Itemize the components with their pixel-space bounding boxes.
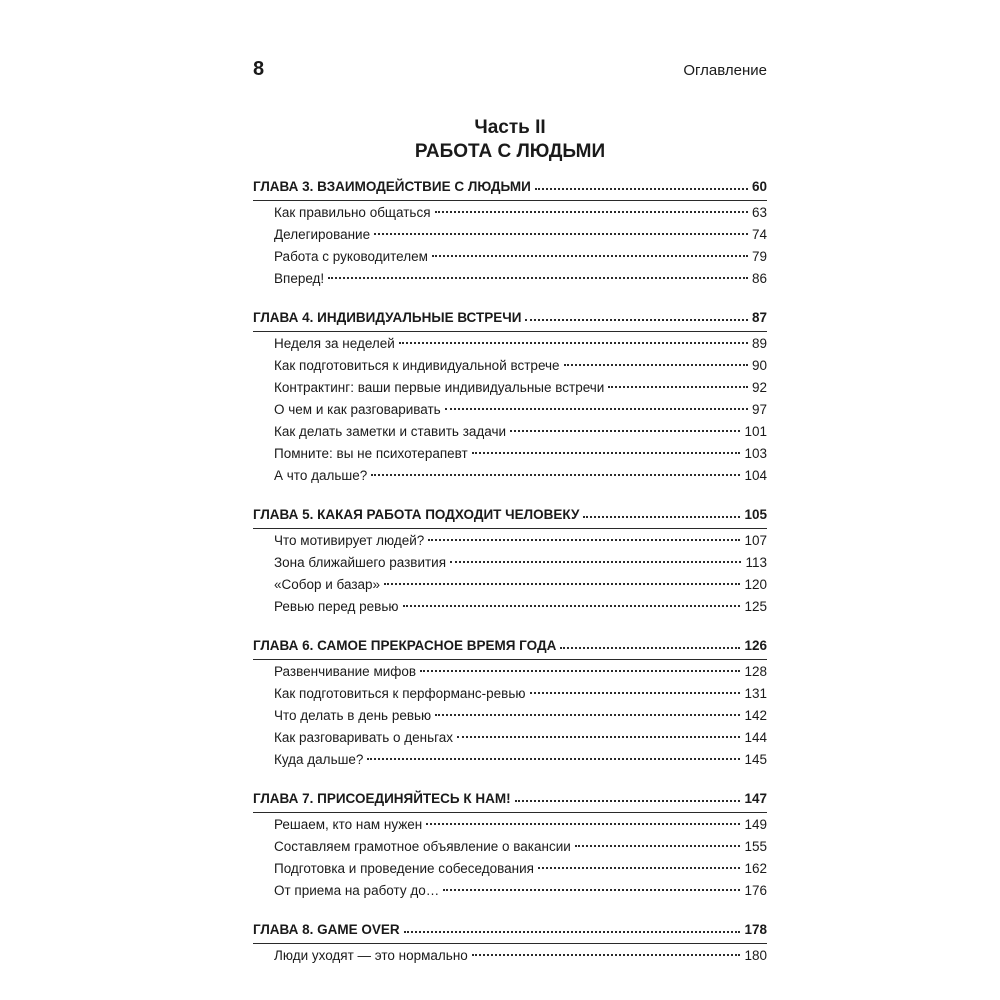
toc-section-entry-title: Подготовка и проведение собеседования bbox=[274, 861, 534, 876]
dot-leader bbox=[374, 233, 748, 235]
toc-chapter-entry-title: ГЛАВА 4. ИНДИВИДУАЛЬНЫЕ ВСТРЕЧИ bbox=[253, 309, 522, 325]
toc-section-entry bbox=[253, 358, 767, 380]
toc-chapter-entry bbox=[253, 915, 767, 943]
toc-section-entry-page: 180 bbox=[744, 948, 767, 963]
toc-section-entry-page: 92 bbox=[751, 380, 767, 395]
toc-section-entry-page: 107 bbox=[744, 533, 767, 548]
toc-section-entry bbox=[253, 708, 767, 730]
toc-section-entry-title: О чем и как разговаривать bbox=[274, 402, 441, 417]
toc-chapter bbox=[253, 303, 767, 490]
dot-leader bbox=[445, 408, 748, 410]
chapter-rule bbox=[253, 943, 767, 944]
chapter-rule bbox=[253, 331, 767, 332]
toc-section-entry bbox=[253, 752, 767, 774]
toc-chapter bbox=[253, 500, 767, 621]
dot-leader bbox=[575, 845, 741, 847]
dot-leader bbox=[510, 430, 740, 432]
dot-leader bbox=[525, 319, 748, 321]
dot-leader bbox=[403, 605, 741, 607]
toc-section-entry-title: Развенчивание мифов bbox=[274, 664, 417, 679]
part-heading bbox=[253, 116, 767, 164]
toc-chapter-entry-page: 178 bbox=[744, 921, 767, 937]
toc-chapter-entry bbox=[253, 500, 767, 528]
toc-section-entry-page: 89 bbox=[751, 336, 767, 351]
toc-section-entry bbox=[253, 730, 767, 752]
toc-chapter-entry bbox=[253, 784, 767, 812]
toc-section-entry bbox=[253, 817, 767, 839]
toc-section-entry bbox=[253, 468, 767, 490]
toc-section-entry bbox=[253, 948, 767, 970]
toc-section-entry-title: «Собор и базар» bbox=[274, 577, 381, 592]
toc-section-entry-title: Работа с руководителем bbox=[274, 249, 428, 264]
dot-leader bbox=[530, 692, 741, 694]
toc-section-entry-page: 131 bbox=[744, 686, 767, 701]
toc-section-entry-title: Что делать в день ревью bbox=[274, 708, 432, 723]
toc-section-entry-page: 142 bbox=[744, 708, 767, 723]
table-of-contents bbox=[253, 172, 767, 980]
toc-section-entry-page: 86 bbox=[751, 271, 767, 286]
toc-section-entry bbox=[253, 883, 767, 905]
dot-leader bbox=[564, 364, 748, 366]
toc-section-entry-title: Помните: вы не психотерапевт bbox=[274, 446, 468, 461]
running-head: Оглавление bbox=[683, 62, 767, 79]
toc-chapter-entry-page: 105 bbox=[744, 506, 767, 522]
dot-leader bbox=[432, 255, 748, 257]
toc-section-entry-page: 101 bbox=[744, 424, 767, 439]
toc-section-entry-title: Контрактинг: ваши первые индивидуальные встречи bbox=[274, 380, 605, 395]
toc-section-entry-page: 97 bbox=[751, 402, 767, 417]
toc-section-entry bbox=[253, 380, 767, 402]
toc-section-entry-page: 104 bbox=[744, 468, 767, 483]
toc-chapter-entry-title: ГЛАВА 5. КАКАЯ РАБОТА ПОДХОДИТ ЧЕЛОВЕКУ bbox=[253, 506, 580, 522]
toc-section-entry bbox=[253, 599, 767, 621]
toc-section-entry bbox=[253, 249, 767, 271]
toc-section-entry bbox=[253, 205, 767, 227]
toc-section-entry-page: 74 bbox=[751, 227, 767, 242]
toc-section-entry-page: 103 bbox=[744, 446, 767, 461]
dot-leader bbox=[399, 342, 748, 344]
toc-section-entry-title: Зона ближайшего развития bbox=[274, 555, 447, 570]
dot-leader bbox=[472, 452, 741, 454]
toc-chapter bbox=[253, 915, 767, 970]
toc-section-entry bbox=[253, 686, 767, 708]
toc-section-entry-page: 149 bbox=[744, 817, 767, 832]
toc-chapter bbox=[253, 784, 767, 905]
dot-leader bbox=[560, 647, 740, 649]
toc-chapter-entry-page: 147 bbox=[744, 790, 767, 806]
dot-leader bbox=[472, 954, 741, 956]
toc-section-entry bbox=[253, 839, 767, 861]
toc-section-entry bbox=[253, 424, 767, 446]
toc-section-entry-page: 125 bbox=[744, 599, 767, 614]
chapter-rule bbox=[253, 200, 767, 201]
dot-leader bbox=[583, 516, 740, 518]
dot-leader bbox=[443, 889, 740, 891]
toc-section-entry-title: От приема на работу до… bbox=[274, 883, 440, 898]
toc-section-entry-title: Люди уходят — это нормально bbox=[274, 948, 468, 963]
toc-section-entry-title: Как подготовиться к перформанс-ревью bbox=[274, 686, 526, 701]
toc-chapter-entry-page: 126 bbox=[744, 637, 767, 653]
toc-section-entry-title: Ревью перед ревью bbox=[274, 599, 399, 614]
toc-chapter bbox=[253, 172, 767, 293]
toc-section-entry-page: 155 bbox=[744, 839, 767, 854]
dot-leader bbox=[435, 211, 748, 213]
toc-section-entry-page: 162 bbox=[744, 861, 767, 876]
toc-section-entry-page: 113 bbox=[745, 555, 767, 570]
toc-section-entry-page: 176 bbox=[744, 883, 767, 898]
toc-section-entry-page: 128 bbox=[744, 664, 767, 679]
dot-leader bbox=[538, 867, 740, 869]
toc-section-entry bbox=[253, 577, 767, 599]
chapter-rule bbox=[253, 659, 767, 660]
dot-leader bbox=[328, 277, 748, 279]
toc-section-entry-title: Куда дальше? bbox=[274, 752, 364, 767]
part-title: РАБОТА С ЛЮДЬМИ bbox=[414, 141, 606, 162]
dot-leader bbox=[404, 931, 741, 933]
toc-section-entry-title: Как делать заметки и ставить задачи bbox=[274, 424, 507, 439]
chapter-rule bbox=[253, 812, 767, 813]
toc-chapter-entry bbox=[253, 303, 767, 331]
toc-section-entry-title: Составляем грамотное объявление о вакансии bbox=[274, 839, 571, 854]
toc-chapter-entry-page: 60 bbox=[751, 178, 767, 194]
page-number: 8 bbox=[253, 58, 265, 80]
dot-leader bbox=[428, 539, 740, 541]
toc-section-entry-page: 144 bbox=[744, 730, 767, 745]
toc-section-entry-title: Что мотивирует людей? bbox=[274, 533, 425, 548]
toc-section-entry-title: Как разговаривать о деньгах bbox=[274, 730, 454, 745]
toc-chapter-entry bbox=[253, 172, 767, 200]
toc-section-entry-page: 90 bbox=[751, 358, 767, 373]
toc-section-entry-title: Как подготовиться к индивидуальной встрече bbox=[274, 358, 560, 373]
toc-section-entry bbox=[253, 664, 767, 686]
toc-section-entry bbox=[253, 533, 767, 555]
part-label: Часть II bbox=[474, 117, 546, 138]
toc-chapter-entry-page: 87 bbox=[751, 309, 767, 325]
toc-chapter-entry-title: ГЛАВА 8. GAME OVER bbox=[253, 921, 400, 937]
toc-section-entry bbox=[253, 402, 767, 424]
toc-section-entry-page: 145 bbox=[744, 752, 767, 767]
toc-section-entry-title: Делегирование bbox=[274, 227, 371, 242]
toc-chapter bbox=[253, 631, 767, 774]
toc-section-entry-title: Решаем, кто нам нужен bbox=[274, 817, 423, 832]
toc-section-entry bbox=[253, 555, 767, 577]
toc-section-entry-page: 120 bbox=[744, 577, 767, 592]
dot-leader bbox=[457, 736, 740, 738]
toc-section-entry-title: А что дальше? bbox=[274, 468, 368, 483]
dot-leader bbox=[515, 800, 741, 802]
toc-section-entry-title: Неделя за неделей bbox=[274, 336, 395, 351]
dot-leader bbox=[435, 714, 740, 716]
dot-leader bbox=[371, 474, 740, 476]
toc-section-entry-title: Как правильно общаться bbox=[274, 205, 431, 220]
toc-section-entry-title: Вперед! bbox=[274, 271, 325, 286]
dot-leader bbox=[367, 758, 740, 760]
dot-leader bbox=[426, 823, 740, 825]
toc-chapter-entry-title: ГЛАВА 7. ПРИСОЕДИНЯЙТЕСЬ К НАМ! bbox=[253, 790, 511, 806]
toc-chapter-entry-title: ГЛАВА 6. САМОЕ ПРЕКРАСНОЕ ВРЕМЯ ГОДА bbox=[253, 637, 557, 653]
dot-leader bbox=[608, 386, 748, 388]
chapter-rule bbox=[253, 528, 767, 529]
dot-leader bbox=[384, 583, 740, 585]
toc-section-entry-page: 79 bbox=[751, 249, 767, 264]
toc-chapter-entry-title: ГЛАВА 3. ВЗАИМОДЕЙСТВИЕ С ЛЮДЬМИ bbox=[253, 178, 531, 194]
toc-section-entry bbox=[253, 446, 767, 468]
dot-leader bbox=[420, 670, 740, 672]
toc-section-entry bbox=[253, 336, 767, 358]
toc-section-entry bbox=[253, 861, 767, 883]
dot-leader bbox=[535, 188, 748, 190]
toc-section-entry bbox=[253, 271, 767, 293]
toc-section-entry bbox=[253, 227, 767, 249]
toc-chapter-entry bbox=[253, 631, 767, 659]
dot-leader bbox=[450, 561, 741, 563]
toc-section-entry-page: 63 bbox=[751, 205, 767, 220]
